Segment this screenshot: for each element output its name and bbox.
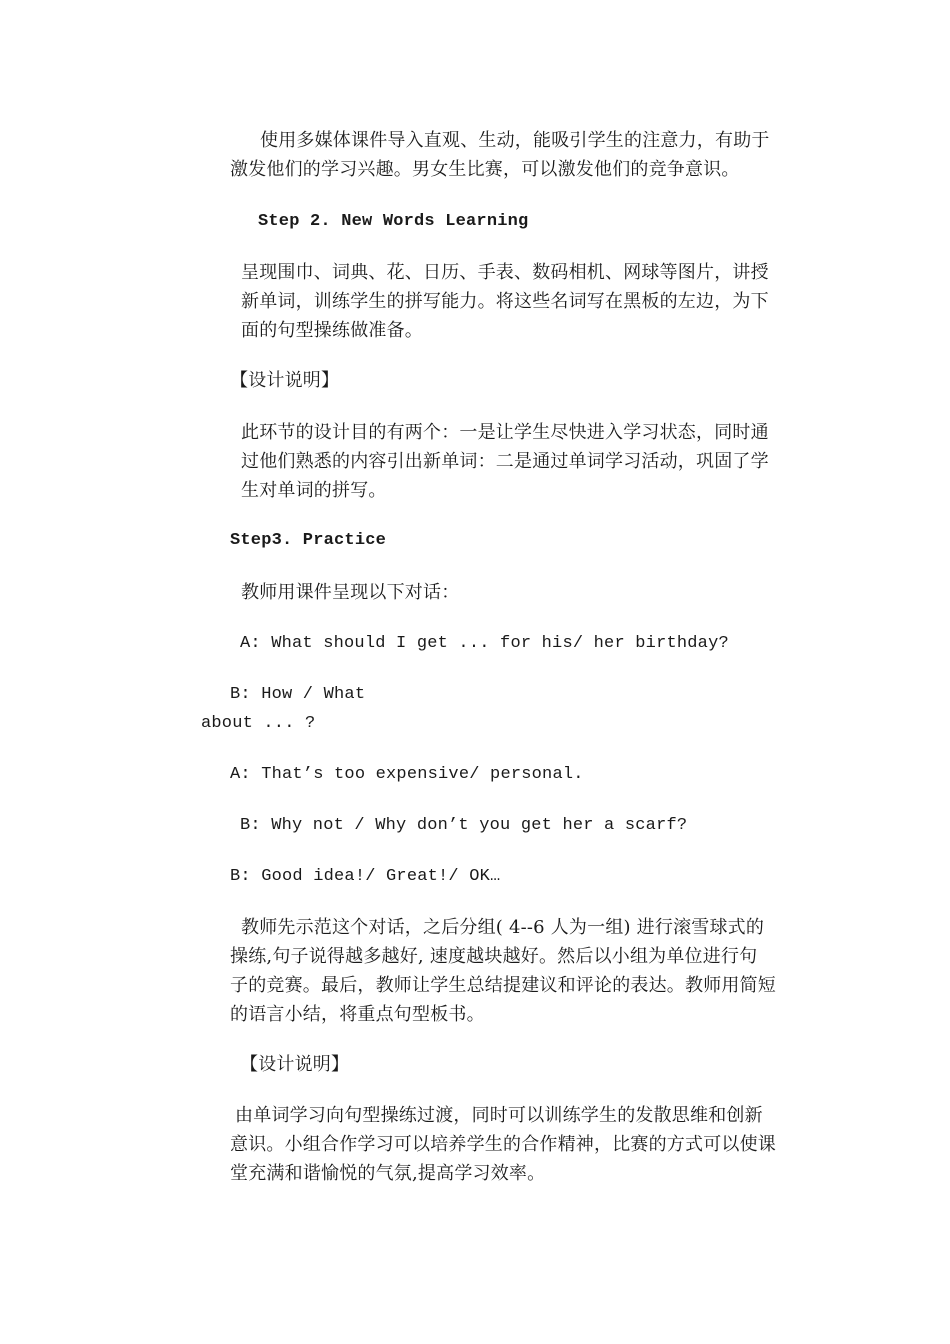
step2-heading: Step 2. New Words Learning xyxy=(258,212,529,231)
dialogue-line: B: Good idea!/ Great!/ OK… xyxy=(230,867,501,886)
dialogue-line: B: How / What xyxy=(230,685,366,704)
text-line: 过他们熟悉的内容引出新单词：二是通过单词学习活动，巩固了学 xyxy=(241,451,769,472)
text-line: 意识。小组合作学习可以培养学生的合作精神，比赛的方式可以使课 xyxy=(230,1134,776,1155)
text-line: 操练,句子说得越多越好, 速度越块越好。然后以小组为单位进行句 xyxy=(230,946,758,967)
text-line: 堂充满和谐愉悦的气氛,提高学习效率。 xyxy=(230,1163,546,1184)
step3-heading: Step3. Practice xyxy=(230,531,387,550)
dialogue-line: about ... ? xyxy=(201,714,316,733)
dialogue-line: A: That’s too expensive/ personal. xyxy=(230,765,584,784)
dialogue-line: B: Why not / Why don’t you get her a scarf? xyxy=(240,816,688,835)
step3-intro: 教师用课件呈现以下对话： xyxy=(241,582,460,603)
design-note-label: 【设计说明】 xyxy=(230,370,340,391)
text-line: 使用多媒体课件导入直观、生动，能吸引学生的注意力，有助于 xyxy=(260,130,770,151)
text-line: 的语言小结，将重点句型板书。 xyxy=(230,1004,485,1025)
text-line: 新单词，训练学生的拼写能力。将这些名词写在黑板的左边，为下 xyxy=(241,291,769,312)
design-note-label: 【设计说明】 xyxy=(240,1054,350,1075)
text-line: 子的竞赛。最后，教师让学生总结提建议和评论的表达。教师用简短 xyxy=(230,975,776,996)
dialogue-line: A: What should I get ... for his/ her birthday? xyxy=(240,634,729,653)
text-line: 此环节的设计目的有两个：一是让学生尽快进入学习状态，同时通 xyxy=(241,422,769,443)
text-line: 生对单词的拼写。 xyxy=(241,480,387,501)
text-line: 呈现围巾、词典、花、日历、手表、数码相机、网球等图片，讲授 xyxy=(241,262,769,283)
text-line: 由单词学习向句型操练过渡，同时可以训练学生的发散思维和创新 xyxy=(235,1105,763,1126)
text-line: 面的句型操练做准备。 xyxy=(241,320,423,341)
text-line: 教师先示范这个对话，之后分组( 4--6 人为一组) 进行滚雪球式的 xyxy=(241,917,765,938)
text-line: 激发他们的学习兴趣。男女生比赛，可以激发他们的竞争意识。 xyxy=(230,159,740,180)
